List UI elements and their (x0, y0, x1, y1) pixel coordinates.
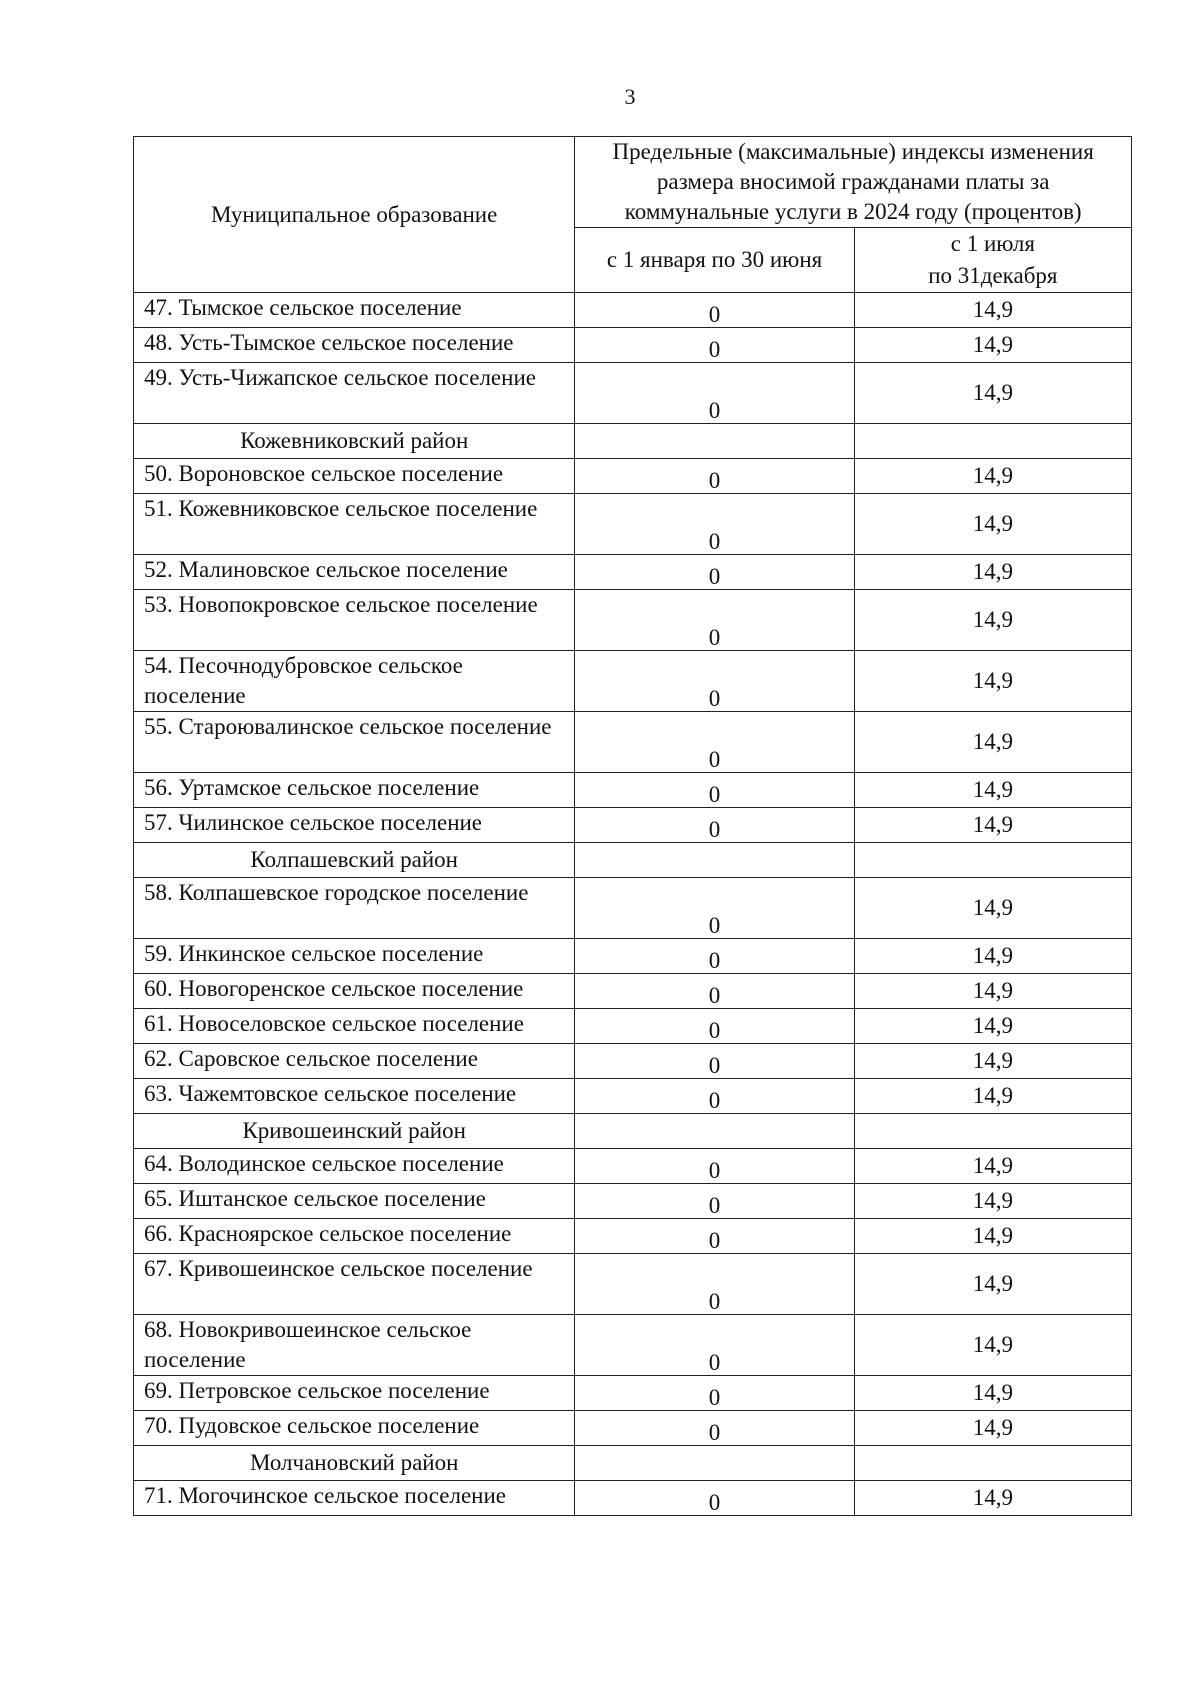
empty-cell (575, 843, 854, 878)
index-first-half-value: 0 (708, 782, 721, 807)
empty-cell (854, 1114, 1131, 1149)
index-second-half-value: 14,9 (854, 974, 1131, 1009)
district-name: Молчановский район (134, 1446, 575, 1481)
table-row (134, 878, 1132, 939)
empty-cell (854, 1446, 1131, 1481)
index-first-half-value: 0 (708, 1088, 721, 1113)
index-first-half-value: 0 (708, 817, 721, 842)
index-second-half-value: 14,9 (854, 773, 1131, 808)
index-first-half-cell (575, 293, 854, 328)
table-row (134, 808, 1132, 843)
index-first-half-cell (575, 808, 854, 843)
index-first-half-cell (575, 1254, 854, 1315)
municipality-name: 70. Пудовское сельское поселение (134, 1411, 575, 1446)
index-first-half-value: 0 (708, 1350, 721, 1375)
municipality-name: 52. Малиновское сельское поселение (134, 555, 575, 590)
index-first-half-cell (575, 651, 854, 712)
municipality-name: 55. Староювалинское сельское поселение (134, 712, 575, 773)
empty-cell (854, 843, 1131, 878)
municipality-name: 50. Вороновское сельское поселение (134, 459, 575, 494)
district-row (134, 424, 1132, 459)
table-row (134, 773, 1132, 808)
table-row (134, 1481, 1132, 1516)
table-row (134, 712, 1132, 773)
municipality-name: 69. Петровское сельское поселение (134, 1376, 575, 1411)
indices-column-header: Предельные (максимальные) индексы изменения размера вносимой гражданами платы за коммунальные услуги в 2024 году (процентов) (575, 137, 1132, 228)
municipality-name: 48. Усть-Тымское сельское поселение (134, 328, 575, 363)
empty-cell (575, 1114, 854, 1149)
index-first-half-value: 0 (708, 1193, 721, 1218)
municipality-name: 51. Кожевниковское сельское поселение (134, 494, 575, 555)
index-first-half-value: 0 (708, 1420, 721, 1445)
index-second-half-value: 14,9 (854, 494, 1131, 555)
municipality-name: 62. Саровское сельское поселение (134, 1044, 575, 1079)
index-first-half-cell (575, 1219, 854, 1254)
index-first-half-cell (575, 1411, 854, 1446)
index-first-half-value: 0 (708, 1228, 721, 1253)
table-row (134, 459, 1132, 494)
index-first-half-value: 0 (708, 1289, 721, 1314)
index-first-half-cell (575, 555, 854, 590)
table-row (134, 363, 1132, 424)
municipality-column-header: Муниципальное образование (134, 137, 575, 293)
index-first-half-value: 0 (708, 1158, 721, 1183)
municipality-name: 68. Новокривошеинское сельское поселение (134, 1315, 575, 1376)
table-row (134, 494, 1132, 555)
index-second-half-value: 14,9 (854, 1219, 1131, 1254)
index-first-half-value: 0 (708, 913, 721, 938)
table-row (134, 1315, 1132, 1376)
table-row (134, 555, 1132, 590)
municipality-name: 59. Инкинское сельское поселение (134, 939, 575, 974)
district-row (134, 1114, 1132, 1149)
index-first-half-cell (575, 494, 854, 555)
table-row (134, 1219, 1132, 1254)
index-first-half-cell (575, 1481, 854, 1516)
index-second-half-value: 14,9 (854, 651, 1131, 712)
index-first-half-cell (575, 712, 854, 773)
index-first-half-value: 0 (708, 529, 721, 554)
table-row (134, 974, 1132, 1009)
index-second-half-value: 14,9 (854, 1149, 1131, 1184)
index-first-half-cell (575, 1315, 854, 1376)
index-first-half-cell (575, 328, 854, 363)
index-second-half-value: 14,9 (854, 555, 1131, 590)
index-first-half-cell (575, 1009, 854, 1044)
table-header (134, 137, 1132, 293)
district-name: Колпашевский район (134, 843, 575, 878)
index-second-half-value: 14,9 (854, 1376, 1131, 1411)
period-first-half-header: с 1 января по 30 июня (575, 228, 854, 293)
municipality-name: 58. Колпашевское городское поселение (134, 878, 575, 939)
index-first-half-value: 0 (708, 302, 721, 327)
index-first-half-value: 0 (708, 337, 721, 362)
index-second-half-value: 14,9 (854, 1411, 1131, 1446)
index-second-half-value: 14,9 (854, 293, 1131, 328)
index-first-half-cell (575, 1079, 854, 1114)
table-row (134, 1044, 1132, 1079)
municipality-name: 67. Кривошеинское сельское поселение (134, 1254, 575, 1315)
municipality-name: 66. Красноярское сельское поселение (134, 1219, 575, 1254)
index-second-half-value: 14,9 (854, 1254, 1131, 1315)
index-first-half-cell (575, 1184, 854, 1219)
table-row (134, 328, 1132, 363)
municipality-name: 47. Тымское сельское поселение (134, 293, 575, 328)
index-first-half-value: 0 (708, 1385, 721, 1410)
municipality-name: 56. Уртамское сельское поселение (134, 773, 575, 808)
index-second-half-value: 14,9 (854, 1044, 1131, 1079)
period-second-half-line1: с 1 июля (950, 231, 1035, 256)
table-row (134, 1079, 1132, 1114)
page-number: 3 (624, 84, 636, 109)
district-name: Кривошеинский район (134, 1114, 575, 1149)
table-body (134, 293, 1132, 1516)
municipality-name: 63. Чажемтовское сельское поселение (134, 1079, 575, 1114)
municipality-name: 49. Усть-Чижапское сельское поселение (134, 363, 575, 424)
municipality-name: 54. Песочнодубровское сельское поселение (134, 651, 575, 712)
index-first-half-cell (575, 1149, 854, 1184)
index-first-half-cell (575, 773, 854, 808)
empty-cell (575, 424, 854, 459)
index-second-half-value: 14,9 (854, 878, 1131, 939)
municipality-name: 61. Новоселовское сельское поселение (134, 1009, 575, 1044)
index-first-half-value: 0 (708, 948, 721, 973)
district-row (134, 843, 1132, 878)
table-row (134, 1376, 1132, 1411)
table-row (134, 590, 1132, 651)
municipality-name: 57. Чилинское сельское поселение (134, 808, 575, 843)
index-second-half-value: 14,9 (854, 363, 1131, 424)
index-second-half-value: 14,9 (854, 808, 1131, 843)
table-row (134, 1254, 1132, 1315)
index-first-half-value: 0 (708, 468, 721, 493)
period-second-half-header (854, 228, 1131, 293)
index-second-half-value: 14,9 (854, 1009, 1131, 1044)
empty-cell (854, 424, 1131, 459)
index-first-half-value: 0 (708, 625, 721, 650)
municipality-name: 53. Новопокровское сельское поселение (134, 590, 575, 651)
index-second-half-value: 14,9 (854, 1184, 1131, 1219)
index-first-half-cell (575, 590, 854, 651)
index-second-half-value: 14,9 (854, 1481, 1131, 1516)
index-first-half-cell (575, 939, 854, 974)
index-second-half-value: 14,9 (854, 459, 1131, 494)
index-first-half-value: 0 (708, 398, 721, 423)
municipality-name: 64. Володинское сельское поселение (134, 1149, 575, 1184)
index-second-half-value: 14,9 (854, 590, 1131, 651)
table-row (134, 293, 1132, 328)
district-row (134, 1446, 1132, 1481)
index-first-half-cell (575, 974, 854, 1009)
index-second-half-value: 14,9 (854, 1079, 1131, 1114)
index-first-half-value: 0 (708, 564, 721, 589)
table-row (134, 1411, 1132, 1446)
index-first-half-cell (575, 1376, 854, 1411)
index-first-half-value: 0 (708, 747, 721, 772)
index-first-half-cell (575, 459, 854, 494)
table-row (134, 1149, 1132, 1184)
municipality-name: 60. Новогоренское сельское поселение (134, 974, 575, 1009)
municipality-name: 65. Иштанское сельское поселение (134, 1184, 575, 1219)
empty-cell (575, 1446, 854, 1481)
tariff-index-table (133, 136, 1132, 1516)
period-second-half-line2: по 31декабря (928, 263, 1058, 288)
index-second-half-value: 14,9 (854, 939, 1131, 974)
index-first-half-value: 0 (708, 1053, 721, 1078)
district-name: Кожевниковский район (134, 424, 575, 459)
municipality-name: 71. Могочинское сельское поселение (134, 1481, 575, 1516)
index-first-half-value: 0 (708, 1018, 721, 1043)
index-first-half-value: 0 (708, 686, 721, 711)
index-first-half-cell (575, 1044, 854, 1079)
index-first-half-cell (575, 363, 854, 424)
index-first-half-value: 0 (708, 1490, 721, 1515)
index-second-half-value: 14,9 (854, 1315, 1131, 1376)
table-row (134, 1009, 1132, 1044)
index-second-half-value: 14,9 (854, 712, 1131, 773)
index-second-half-value: 14,9 (854, 328, 1131, 363)
table-row (134, 1184, 1132, 1219)
table-row (134, 939, 1132, 974)
table-row (134, 651, 1132, 712)
index-first-half-value: 0 (708, 983, 721, 1008)
index-first-half-cell (575, 878, 854, 939)
